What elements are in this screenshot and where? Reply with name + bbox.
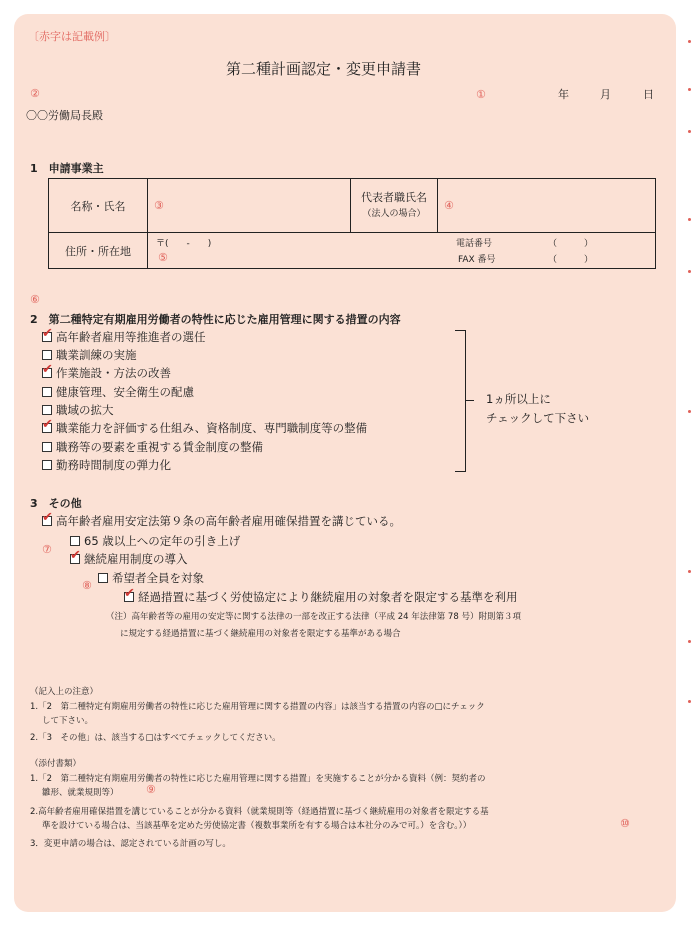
instructions-heading: （記入上の注意） [30, 687, 99, 697]
bracket-tick [466, 400, 474, 401]
checkbox-icon[interactable] [42, 460, 52, 470]
other-suboption[interactable] [98, 570, 204, 586]
address-field[interactable] [148, 233, 656, 269]
marker-6: ⑥ [30, 293, 40, 306]
measure-item[interactable] [42, 420, 367, 436]
other-option[interactable] [70, 533, 240, 549]
instructions-line2: 2.「3 その他」は、該当する□はすべてチェックしてください。 [30, 733, 281, 743]
rep-label: 代表者職氏名 [361, 190, 427, 204]
section2-heading: 2 第二種特定有期雇用労働者の特性に応じた雇用管理に関する措置の内容 [30, 313, 401, 326]
measure-item[interactable] [42, 347, 137, 363]
measure-item[interactable] [42, 439, 263, 455]
checkbox-icon[interactable] [42, 387, 52, 397]
name-label: 名称・氏名 [49, 179, 148, 233]
measure-label: 職務等の要素を重視する賃金制度の整備 [56, 440, 263, 454]
other-option-label: 65 歳以上への定年の引き上げ [84, 534, 241, 548]
red-note: 〔赤字は記載例〕 [28, 30, 116, 43]
measure-label: 作業施設・方法の改善 [56, 366, 171, 380]
marker-5: ⑤ [158, 251, 168, 264]
checkbox-icon[interactable] [42, 442, 52, 452]
other-suboption[interactable] [124, 589, 518, 605]
marker-1: ① [476, 88, 486, 101]
attachments-line2: 2.高年齢者雇用確保措置を講じていることが分かる資料（就業規則等（経過措置に基づく継続雇用の対象者を限定する基 [30, 807, 489, 817]
attachments-line1b: 雛形、就業規則等） [42, 788, 119, 798]
addressee: 〇〇労働局長殿 [26, 109, 103, 122]
checkbox-checked-icon[interactable] [42, 516, 52, 526]
attachments-line2b: 準を設けている場合は、当該基準を定めた労使協定書（複数事業所を有する場合は本社分のみで可。）を含む。）） [42, 821, 472, 831]
note-line1: （注）高年齢者等の雇用の安定等に関する法律の一部を改正する法律（平成 24 年法律第 78 号）附則第３項 [106, 612, 521, 622]
date-month: 月 [600, 88, 611, 101]
marker-9: ⑨ [146, 783, 156, 796]
fax-label: FAX 番号 [458, 255, 496, 265]
other-main[interactable] [42, 513, 401, 529]
marker-10: ⑩ [620, 817, 630, 830]
rep-sublabel: （法人の場合） [362, 208, 426, 219]
phone-label: 電話番号 [456, 239, 493, 249]
other-option-label: 継続雇用制度の導入 [84, 552, 188, 566]
checkbox-checked-icon[interactable] [42, 423, 52, 433]
measure-label: 職業能力を評価する仕組み、資格制度、専門職制度等の整備 [56, 421, 368, 435]
name-field[interactable] [148, 179, 351, 233]
marker-4: ④ [444, 199, 454, 212]
measure-label: 勤務時間制度の弾力化 [56, 458, 171, 472]
note-line2: に規定する経過措置に基づく継続雇用の対象者を限定する基準がある場合 [120, 629, 401, 639]
phone-value: （ ） [548, 239, 594, 249]
measure-item[interactable] [42, 365, 171, 381]
bracket-note-line2: チェックして下さい [486, 411, 590, 425]
other-main-label: 高年齢者雇用安定法第９条の高年齢者雇用確保措置を講じている。 [56, 514, 401, 528]
marker-8: ⑧ [82, 579, 92, 592]
measure-label: 職域の拡大 [56, 403, 114, 417]
marker-3: ③ [154, 199, 164, 212]
checkbox-icon[interactable] [42, 350, 52, 360]
checkbox-icon[interactable] [98, 573, 108, 583]
section3-heading: 3 その他 [30, 497, 82, 510]
measure-item[interactable] [42, 329, 206, 345]
date-day: 日 [643, 88, 654, 101]
checkbox-checked-icon[interactable] [70, 554, 80, 564]
attachments-heading: （添付書類） [30, 759, 82, 769]
page-title: 第二種計画認定・変更申請書 [226, 60, 422, 78]
instructions-line1: 1.「2 第二種特定有期雇用労働者の特性に応じた雇用管理に関する措置の内容」は該当する措置の内容の□にチェック [30, 702, 485, 712]
attachments-line1: 1.「2 第二種特定有期雇用労働者の特性に応じた雇用管理に関する措置」を実施することが分かる資料（例：契約者の [30, 774, 486, 784]
bracket-note-line1: 1ヵ所以上に [486, 392, 551, 406]
marker-2: ② [30, 87, 40, 100]
address-label: 住所・所在地 [49, 233, 148, 269]
applicant-table [48, 178, 656, 269]
bracket [455, 330, 466, 472]
rep-field[interactable] [438, 179, 656, 233]
postal-code: 〒( - ) [156, 239, 212, 249]
attachments-line3: 3．変更申請の場合は、認定されている計画の写し。 [30, 839, 231, 849]
measure-label: 高年齢者雇用等推進者の選任 [56, 330, 206, 344]
checkbox-checked-icon[interactable] [42, 332, 52, 342]
other-option[interactable] [70, 551, 188, 567]
measure-item[interactable] [42, 457, 171, 473]
other-suboption-label: 経過措置に基づく労使協定により継続雇用の対象者を限定する基準を利用 [138, 590, 518, 604]
section1-heading: 1 申請事業主 [30, 162, 104, 175]
rep-label-cell [351, 179, 438, 233]
date-year: 年 [558, 88, 569, 101]
measure-item[interactable] [42, 402, 114, 418]
checkbox-checked-icon[interactable] [42, 368, 52, 378]
checkbox-icon[interactable] [42, 405, 52, 415]
measure-label: 健康管理、安全衛生の配慮 [56, 385, 194, 399]
checkbox-checked-icon[interactable] [124, 592, 134, 602]
measure-label: 職業訓練の実施 [56, 348, 137, 362]
checkbox-icon[interactable] [70, 536, 80, 546]
instructions-line1b: して下さい。 [42, 716, 94, 726]
fax-value: （ ） [548, 255, 594, 265]
measure-item[interactable] [42, 384, 194, 400]
marker-7: ⑦ [42, 543, 52, 556]
other-suboption-label: 希望者全員を対象 [112, 571, 204, 585]
